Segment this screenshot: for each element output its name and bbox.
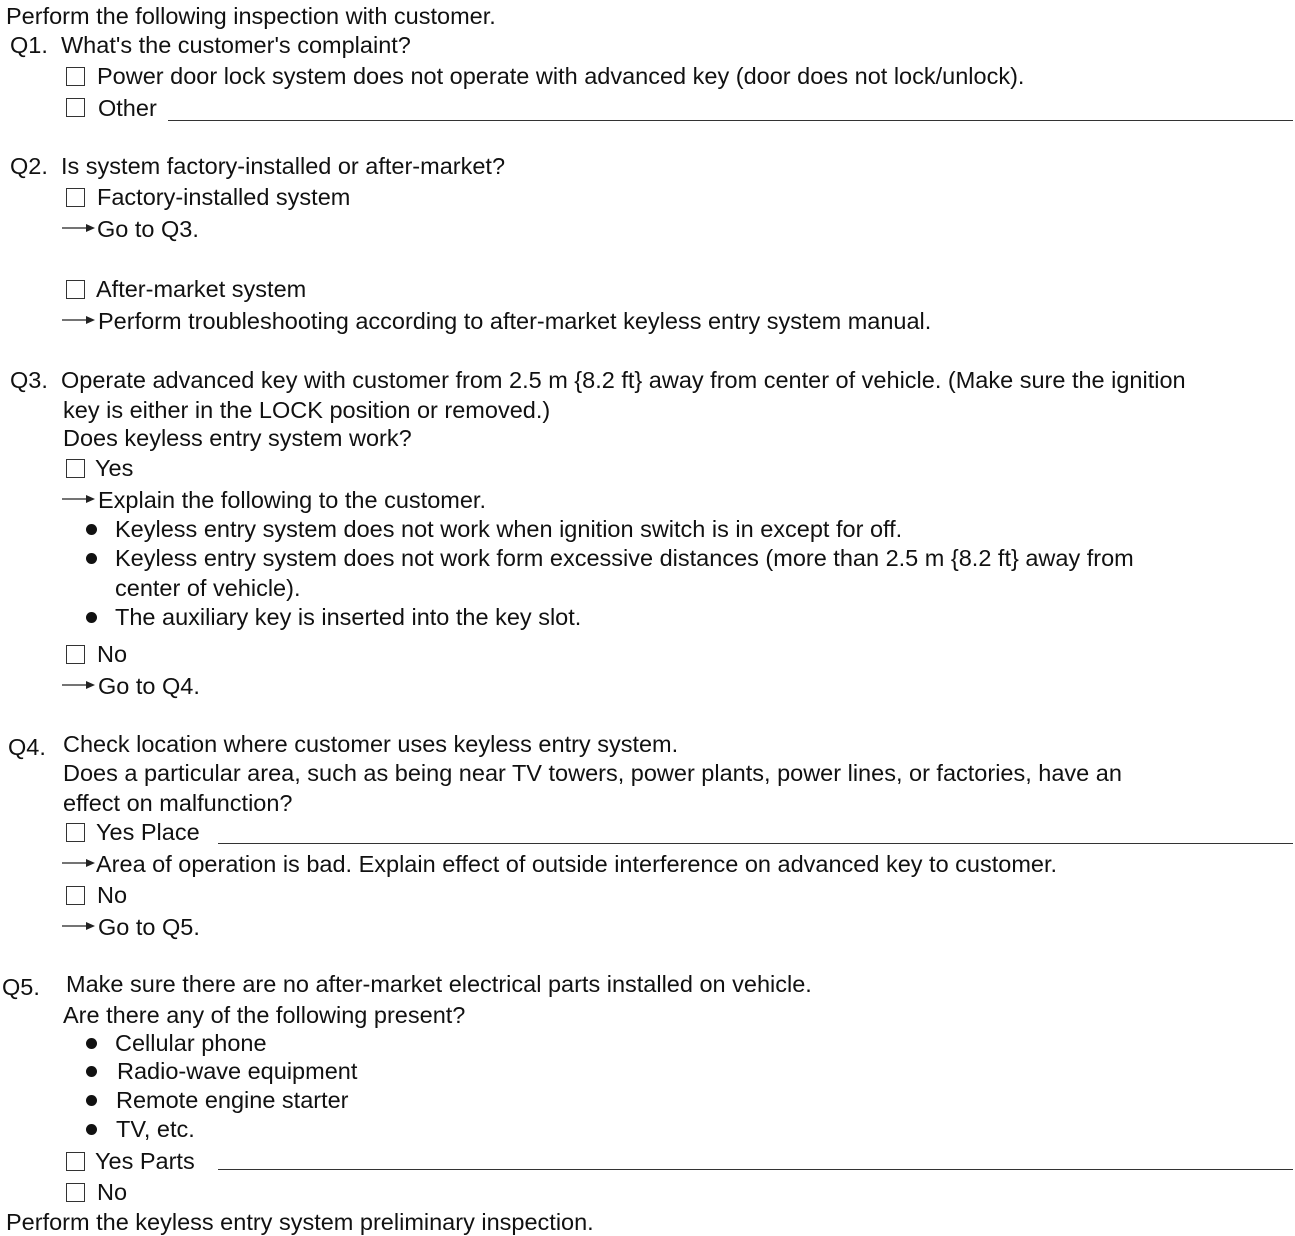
q4-option-yes-label: Yes Place xyxy=(96,819,200,845)
q5-question-line-1: Make sure there are no after-market electrical parts installed on vehicle. xyxy=(66,971,812,997)
q3-bullet-2-continued: center of vehicle). xyxy=(115,575,301,601)
q5-option-yes-checkbox[interactable] xyxy=(66,1152,85,1171)
q3-no-arrow-icon xyxy=(62,679,96,691)
q4-question-line-2: Does a particular area, such as being near TV towers, power plants, power lines, or factories, have an xyxy=(63,760,1122,786)
q4-option-no-label: No xyxy=(97,882,128,908)
q3-bullet-3-icon xyxy=(86,612,97,623)
q2-aftermarket-arrow-icon xyxy=(62,314,96,326)
q4-question-line-3: effect on malfunction? xyxy=(63,790,293,816)
q3-bullet-1: Keyless entry system does not work when ignition switch is in except for off. xyxy=(115,516,903,542)
q3-yes-result: Explain the following to the customer. xyxy=(98,487,486,513)
q4-no-arrow-icon xyxy=(62,920,96,932)
q4-option-no-checkbox[interactable] xyxy=(66,886,85,905)
q4-option-yes-checkbox[interactable] xyxy=(66,823,85,842)
q3-bullet-2: Keyless entry system does not work form excessive distances (more than 2.5 m {8.2 ft} away from xyxy=(115,545,1134,571)
q2-question: Is system factory-installed or after-market? xyxy=(61,153,506,179)
q1-option-power-door-label: Power door lock system does not operate with advanced key (door does not lock/unlock). xyxy=(97,63,1025,89)
q5-option-yes-label: Yes Parts xyxy=(95,1148,195,1174)
q1-question: What's the customer's complaint? xyxy=(61,32,411,58)
q1-option-power-door-checkbox[interactable] xyxy=(66,67,85,86)
q3-bullet-2-icon xyxy=(86,553,97,564)
q2-option-aftermarket-checkbox[interactable] xyxy=(66,280,85,299)
q2-aftermarket-result: Perform troubleshooting according to after-market keyless entry system manual. xyxy=(98,308,932,334)
q2-number: Q2. xyxy=(10,153,48,179)
q2-option-factory-label: Factory-installed system xyxy=(97,184,351,210)
q5-question-line-2: Are there any of the following present? xyxy=(63,1002,466,1028)
q3-number: Q3. xyxy=(10,367,48,393)
q3-question-line-3: Does keyless entry system work? xyxy=(63,425,412,451)
q4-question-line-1: Check location where customer uses keyless entry system. xyxy=(63,731,679,757)
q3-yes-arrow-icon xyxy=(62,493,96,505)
q5-bullet-1-icon xyxy=(86,1038,97,1049)
intro-text: Perform the following inspection with customer. xyxy=(6,3,496,29)
q5-bullet-4: TV, etc. xyxy=(116,1116,195,1142)
q3-bullet-1-icon xyxy=(86,524,97,535)
q3-option-no-checkbox[interactable] xyxy=(66,645,85,664)
q5-bullet-3: Remote engine starter xyxy=(116,1087,349,1113)
outro-text: Perform the keyless entry system preliminary inspection. xyxy=(6,1209,594,1235)
q5-bullet-3-icon xyxy=(86,1095,97,1106)
q5-option-no-label: No xyxy=(97,1179,128,1205)
q1-other-answer-line[interactable] xyxy=(168,120,1293,121)
q3-bullet-3: The auxiliary key is inserted into the key slot. xyxy=(115,604,582,630)
q3-no-result: Go to Q4. xyxy=(98,673,200,699)
q4-yes-result: Area of operation is bad. Explain effect of outside interference on advanced key to customer. xyxy=(96,851,1058,877)
q3-question-line-2: key is either in the LOCK position or removed.) xyxy=(63,397,551,423)
q5-bullet-4-icon xyxy=(86,1124,97,1135)
q3-option-yes-checkbox[interactable] xyxy=(66,459,85,478)
q1-option-other-label: Other xyxy=(98,95,157,121)
q5-bullet-2: Radio-wave equipment xyxy=(117,1058,358,1084)
q4-yes-arrow-icon xyxy=(62,857,96,869)
q2-factory-result: Go to Q3. xyxy=(97,216,199,242)
q5-bullet-1: Cellular phone xyxy=(115,1030,267,1056)
q4-number: Q4. xyxy=(8,734,46,760)
q2-option-factory-checkbox[interactable] xyxy=(66,188,85,207)
q5-parts-answer-line[interactable] xyxy=(218,1169,1293,1170)
q1-number: Q1. xyxy=(10,32,48,58)
q4-no-result: Go to Q5. xyxy=(98,914,200,940)
q5-number: Q5. xyxy=(2,974,40,1000)
q5-option-no-checkbox[interactable] xyxy=(66,1183,85,1202)
q4-place-answer-line[interactable] xyxy=(218,843,1293,844)
q2-option-aftermarket-label: After-market system xyxy=(96,276,307,302)
q2-factory-arrow-icon xyxy=(62,222,96,234)
q5-bullet-2-icon xyxy=(86,1066,97,1077)
q3-option-yes-label: Yes xyxy=(95,455,134,481)
q1-option-other-checkbox[interactable] xyxy=(66,98,85,117)
q3-question-line-1: Operate advanced key with customer from 2.5 m {8.2 ft} away from center of vehicle. (Make sure the ignition xyxy=(61,367,1186,393)
q3-option-no-label: No xyxy=(97,641,128,667)
